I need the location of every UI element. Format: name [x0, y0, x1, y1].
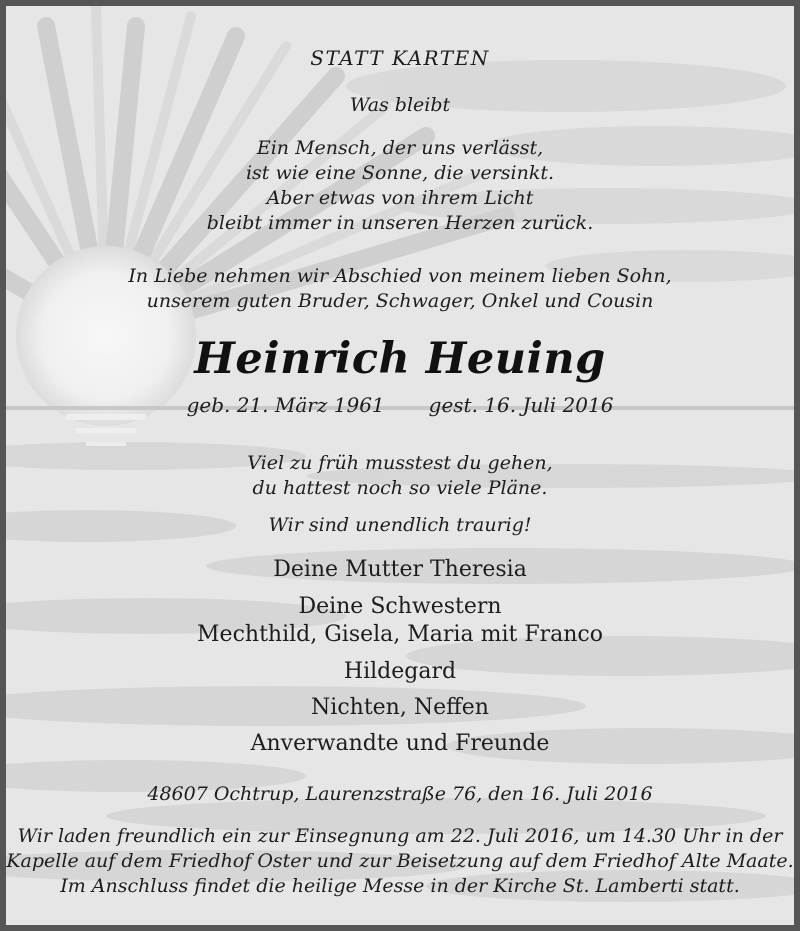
- mourner-line: Anverwandte und Freunde: [250, 731, 550, 756]
- intro-line: In Liebe nehmen wir Abschied von meinem lieben Sohn,: [128, 265, 672, 287]
- heading: STATT KARTEN: [310, 46, 490, 70]
- poem-title: Was bleibt: [349, 94, 451, 116]
- death-date: gest. 16. Juli 2016: [428, 393, 614, 417]
- poem-line: Ein Mensch, der uns verlässt,: [256, 137, 544, 159]
- mourner-line: Deine Mutter Theresia: [273, 557, 527, 582]
- mourner-line: Hildegard: [343, 659, 457, 684]
- service-info-line: Im Anschluss findet die heilige Messe in der Kirche St. Lamberti statt.: [60, 875, 740, 897]
- birth-date: geb. 21. März 1961: [186, 393, 385, 417]
- lament-line: du hattest noch so viele Pläne.: [252, 477, 548, 499]
- intro-line: unserem guten Bruder, Schwager, Onkel und Cousin: [146, 290, 654, 312]
- place-date: 48607 Ochtrup, Laurenzstraße 76, den 16. Juli 2016: [147, 783, 653, 805]
- poem-line: Aber etwas von ihrem Licht: [266, 187, 534, 209]
- mourner-line: Mechthild, Gisela, Maria mit Franco: [197, 622, 603, 647]
- obituary-text: [6, 6, 794, 925]
- poem-line: bleibt immer in unseren Herzen zurück.: [206, 212, 594, 234]
- service-info-line: Kapelle auf dem Friedhof Oster und zur Beisetzung auf dem Friedhof Alte Maate.: [6, 850, 794, 872]
- obituary-card: [6, 6, 794, 925]
- mourner-line: Deine Schwestern: [298, 594, 502, 619]
- poem-line: ist wie eine Sonne, die versinkt.: [245, 162, 555, 184]
- mourner-line: Nichten, Neffen: [311, 695, 489, 720]
- service-info-line: Wir laden freundlich ein zur Einsegnung am 22. Juli 2016, um 14.30 Uhr in der: [17, 825, 783, 847]
- lament-line: Viel zu früh musstest du gehen,: [247, 452, 553, 474]
- deceased-name: Heinrich Heuing: [194, 334, 606, 384]
- sorrow-line: Wir sind unendlich traurig!: [268, 514, 532, 536]
- life-dates: [6, 393, 794, 417]
